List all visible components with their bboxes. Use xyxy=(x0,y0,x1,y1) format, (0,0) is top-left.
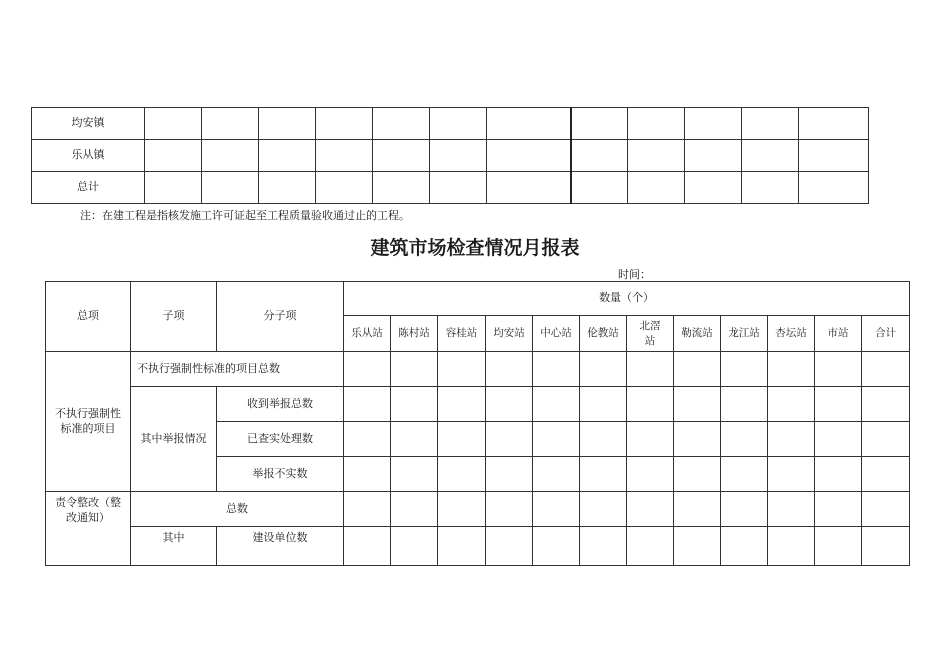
builder-label: 建设单位数 xyxy=(217,527,344,566)
table-row xyxy=(32,108,869,140)
row-label: 乐从镇 xyxy=(32,140,145,172)
report-group: 其中举报情况 xyxy=(131,387,217,492)
monthly-report-table xyxy=(45,281,910,566)
station-header: 市站 xyxy=(815,316,862,352)
station-header: 伦教站 xyxy=(580,316,627,352)
among-label: 其中 xyxy=(131,527,217,566)
station-header: 均安站 xyxy=(486,316,533,352)
header-sub: 子项 xyxy=(131,282,217,352)
verified-label: 已查实处理数 xyxy=(217,422,344,457)
station-header: 北滘站 xyxy=(627,316,674,352)
station-header: 容桂站 xyxy=(438,316,486,352)
nonmandatory-group: 不执行强制性标准的项目 xyxy=(46,352,131,492)
station-header: 中心站 xyxy=(533,316,580,352)
footnote: 注：在建工程是指核发施工许可证起至工程质量验收通过止的工程。 xyxy=(80,209,410,222)
header-quantity: 数量（个） xyxy=(344,282,910,316)
table-row xyxy=(46,387,910,422)
rectify-group: 责令整改（整改通知） xyxy=(46,492,131,566)
top-summary-table xyxy=(31,107,869,204)
station-header: 龙江站 xyxy=(721,316,768,352)
station-header: 乐从站 xyxy=(344,316,391,352)
received-label: 收到举报总数 xyxy=(217,387,344,422)
nonmandatory-total-label: 不执行强制性标准的项目总数 xyxy=(131,352,344,387)
false-report-label: 举报不实数 xyxy=(217,457,344,492)
station-header: 杏坛站 xyxy=(768,316,815,352)
total-label: 总数 xyxy=(131,492,344,527)
row-label: 均安镇 xyxy=(32,108,145,140)
time-label: 时间： xyxy=(618,268,651,281)
header-subsub: 分子项 xyxy=(217,282,344,352)
station-header: 合计 xyxy=(862,316,910,352)
station-header: 勒流站 xyxy=(674,316,721,352)
table-row xyxy=(46,352,910,387)
table-row xyxy=(32,140,869,172)
row-label: 总计 xyxy=(32,172,145,204)
station-header: 陈村站 xyxy=(391,316,438,352)
table-row xyxy=(46,492,910,527)
header-item: 总项 xyxy=(46,282,131,352)
table-row xyxy=(32,172,869,204)
table-row xyxy=(46,527,910,566)
report-title: 建筑市场检查情况月报表 xyxy=(370,237,580,259)
header-row xyxy=(46,282,910,316)
